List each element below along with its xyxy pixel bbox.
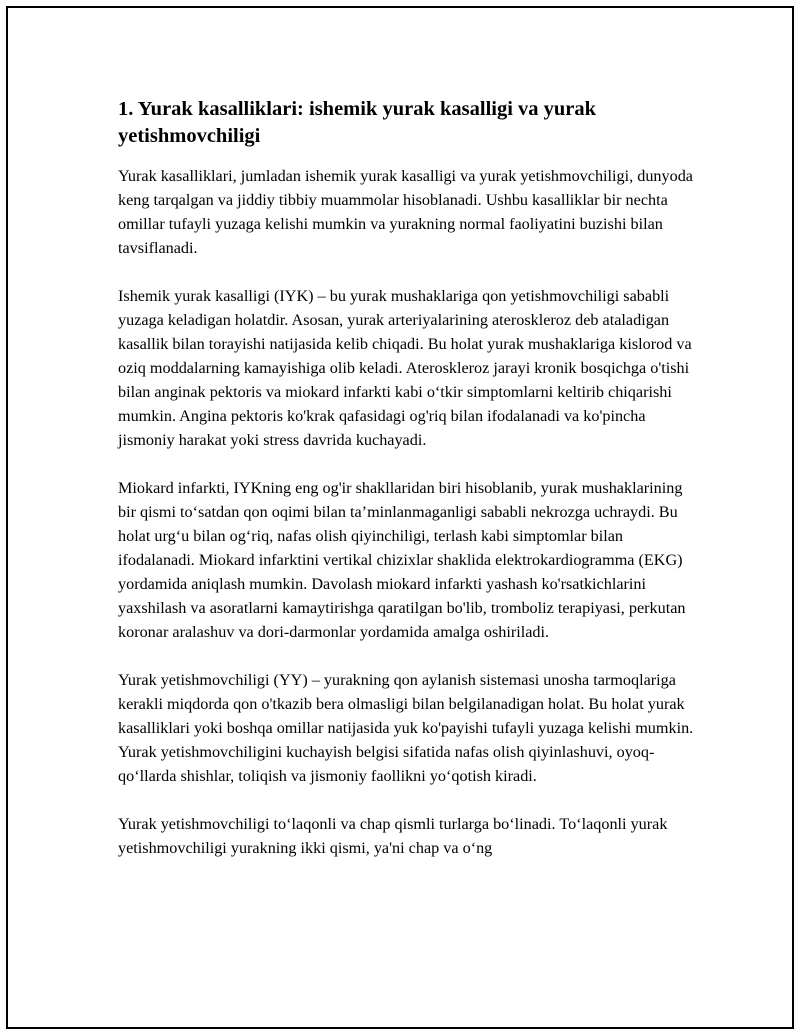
paragraph-yurak-yetishmovchiligi: Yurak yetishmovchiligi (YY) – yurakning qon aylanish sistemasi unosha tarmoqlariga kerakli miqdorda qon o'tkazib bera olmasligi bilan belgilanadigan holat. Bu holat yurak kasalliklari yoki boshqa omillar natijasida yuk ko'payishi tufayli yuzaga kelishi mumkin. Yurak yetishmovchiligini kuchayish belgisi sifatida nafas olish qiyinlashuvi, oyoq-qo‘llarda shishlar, toliqish va jismoniy faollikni yo‘qotish kiradi. [118, 671, 694, 785]
paragraph-iyk: Ishemik yurak kasalligi (IYK) – bu yurak mushaklariga qon yetishmovchiligi sababli yuzaga keladigan holatdir. Asosan, yurak arteriyalarining ateroskleroz deb ataladigan kasallik bilan torayishi natijasida kelib chiqadi. Bu holat yurak mushaklariga kislorod va oziq moddalarning kamayishiga olib keladi. Ateroskleroz jarayi kronik bosqichga o'tishi bilan anginak pektoris va miokard infarkti kabi o‘tkir simptomlarni keltirib chiqarishi mumkin. Angina pektoris ko'krak qafasidagi og'riq bilan ifodalanadi va ko'pincha jismoniy harakat yoki stress davrida kuchayadi. [118, 287, 692, 449]
section-heading: 1. Yurak kasalliklari: ishemik yurak kasalligi va yurak yetishmovchiligi [118, 98, 597, 147]
paragraph-yy-turlari: Yurak yetishmovchiligi to‘laqonli va chap qismli turlarga bo‘linadi. To‘laqonli yurak yetishmovchiligi yurakning ikki qismi, ya'ni chap va o‘ng [118, 815, 668, 857]
paragraph-miokard-infarkti: Miokard infarkti, IYKning eng og'ir shakllaridan biri hisoblanib, yurak mushaklarining bir qismi to‘satdan qon oqimi bilan ta’minlanmaganligi sababli nekrozga uchraydi. Bu holat urg‘u bilan og‘riq, nafas olish qiyinchiligi, terlash kabi simptomlar bilan ifodalanadi. Miokard infarktini vertikal chizixlar shaklida elektrokardiogramma (EKG) yordamida aniqlash mumkin. Davolash miokard infarkti yashash ko'rsatkichlarini yaxshilash va asoratlarni kamaytirishga qaratilgan bo'lib, tromboliz terapiyasi, perkutan koronar aralashuv va dori-darmonlar yordamida amalga oshiriladi. [118, 479, 686, 641]
document-body [118, 96, 698, 884]
paragraph-intro: Yurak kasalliklari, jumladan ishemik yurak kasalligi va yurak yetishmovchiligi, dunyoda keng tarqalgan va jiddiy tibbiy muammolar hisoblanadi. Ushbu kasalliklar bir nechta omillar tufayli yuzaga kelishi mumkin va yurakning normal faoliyatini buzishi bilan tavsiflanadi. [118, 167, 693, 257]
